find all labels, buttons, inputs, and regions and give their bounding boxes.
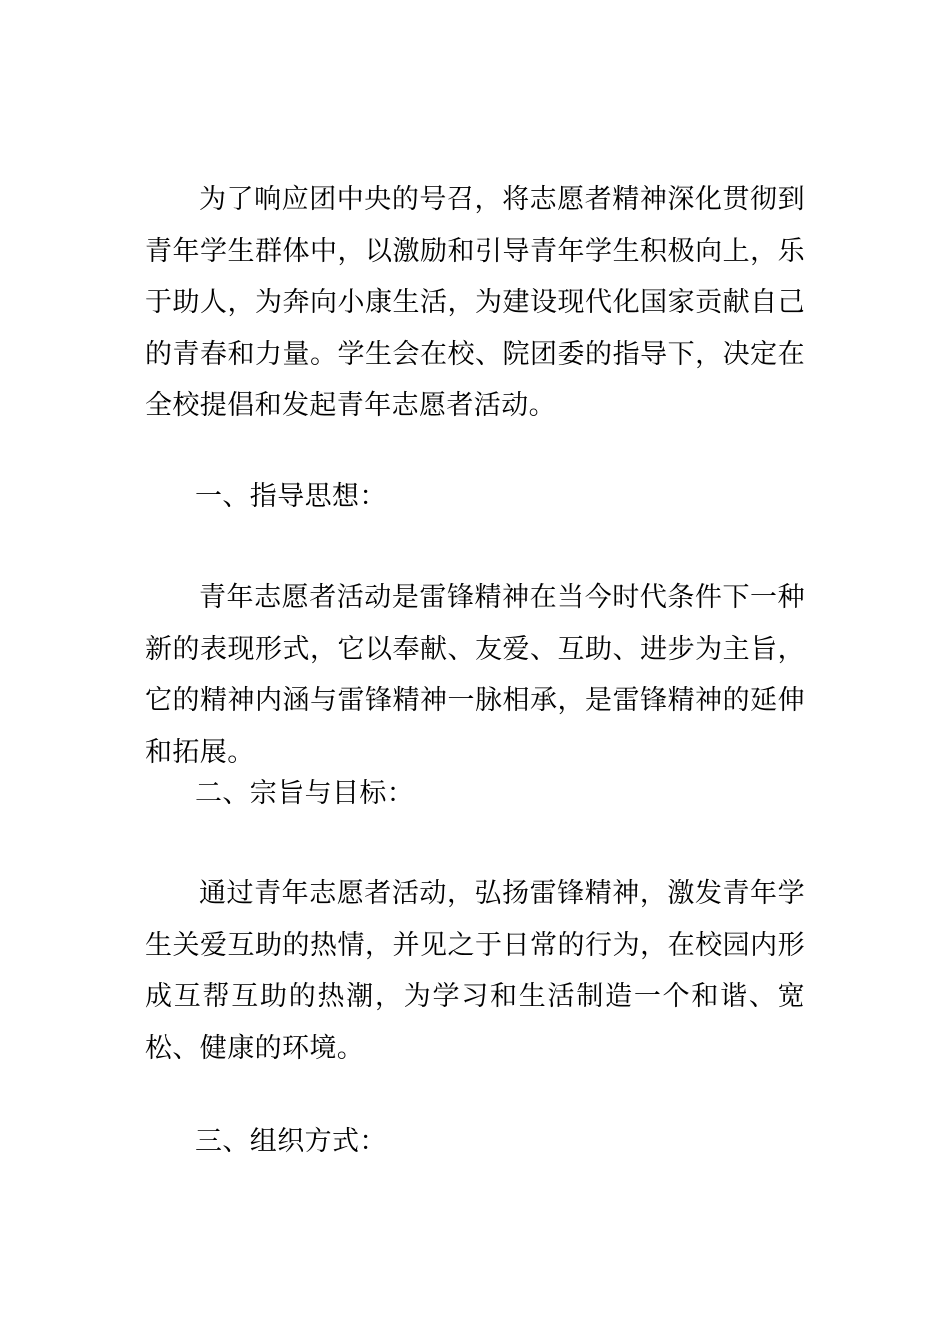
guiding-ideology-paragraph: 青年志愿者活动是雷锋精神在当今时代条件下一种新的表现形式，它以奉献、友爱、互助、进步为主旨，它的精神内涵与雷锋精神一脉相承，是雷锋精神的延伸和拓展。 — [145, 582, 805, 768]
section-heading-guiding-ideology: 一、指导思想： — [195, 481, 387, 512]
section-heading-organization: 三、组织方式： — [195, 1126, 387, 1157]
intro-paragraph: 为了响应团中央的号召，将志愿者精神深化贯彻到青年学生群体中，以激励和引导青年学生积极向上，乐于助人，为奔向小康生活，为建设现代化国家贡献自己的青春和力量。学生会在校、院团委的指导下，决定在全校提倡和发起青年志愿者活动。 — [145, 184, 805, 421]
section-heading-purpose-goals: 二、宗旨与目标： — [195, 778, 415, 809]
purpose-goals-paragraph: 通过青年志愿者活动，弘扬雷锋精神，激发青年学生关爱互助的热情，并见之于日常的行为，在校园内形成互帮互助的热潮，为学习和生活制造一个和谐、宽松、健康的环境。 — [145, 878, 805, 1064]
